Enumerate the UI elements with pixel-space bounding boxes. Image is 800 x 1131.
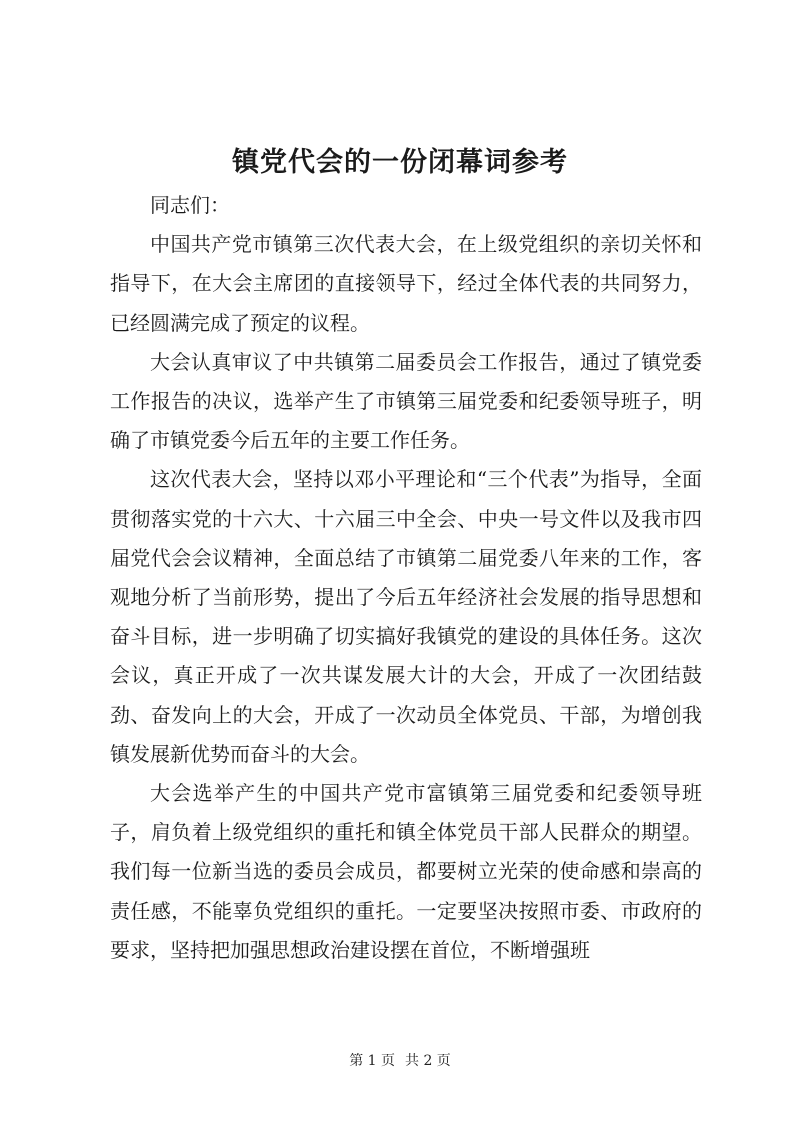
paragraph-3: 这次代表大会，坚持以邓小平理论和“三个代表”为指导，全面贯彻落实党的十六大、十六届三中全会、中央一号文件以及我市四届党代会会议精神，全面总结了市镇第二届党委八年来的工作，客观地分析了当前形势，提出了今后五年经济社会发展的指导思想和奋斗目标，进一步明确了切实搞好我镇党的建设的具体任务。这次会议，真正开成了一次共谋发展大计的大会，开成了一次团结鼓劲、奋发向上的大会，开成了一次动员全体党员、干部，为增创我镇发展新优势而奋斗的大会。 [110,467,702,766]
paragraph-4: 大会选举产生的中国共产党市富镇第三届党委和纪委领导班子，肩负着上级党组织的重托和镇全体党员干部人民群众的期望。我们每一位新当选的委员会成员，都要树立光荣的使命感和崇高的责任感，不能辜负党组织的重托。一定要坚决按照市委、市政府的要求，坚持把加强思想政治建设摆在首位，不断增强班 [110,781,702,962]
page-number: 第 1 页 [349,1053,395,1069]
paragraph-2: 大会认真审议了中共镇第二届委员会工作报告，通过了镇党委工作报告的决议，选举产生了市镇第三届党委和纪委领导班子，明确了市镇党委今后五年的主要工作任务。 [110,349,702,453]
page-total: 共 2 页 [405,1053,451,1069]
salutation: 同志们： [150,193,230,217]
page-footer [0,1050,800,1070]
paragraph-1: 中国共产党市镇第三次代表大会，在上级党组织的亲切关怀和指导下，在大会主席团的直接领导下，经过全体代表的共同努力，已经圆满完成了预定的议程。 [110,232,702,335]
document-title: 镇党代会的一份闭幕词参考 [232,147,568,178]
document-body [110,186,702,970]
